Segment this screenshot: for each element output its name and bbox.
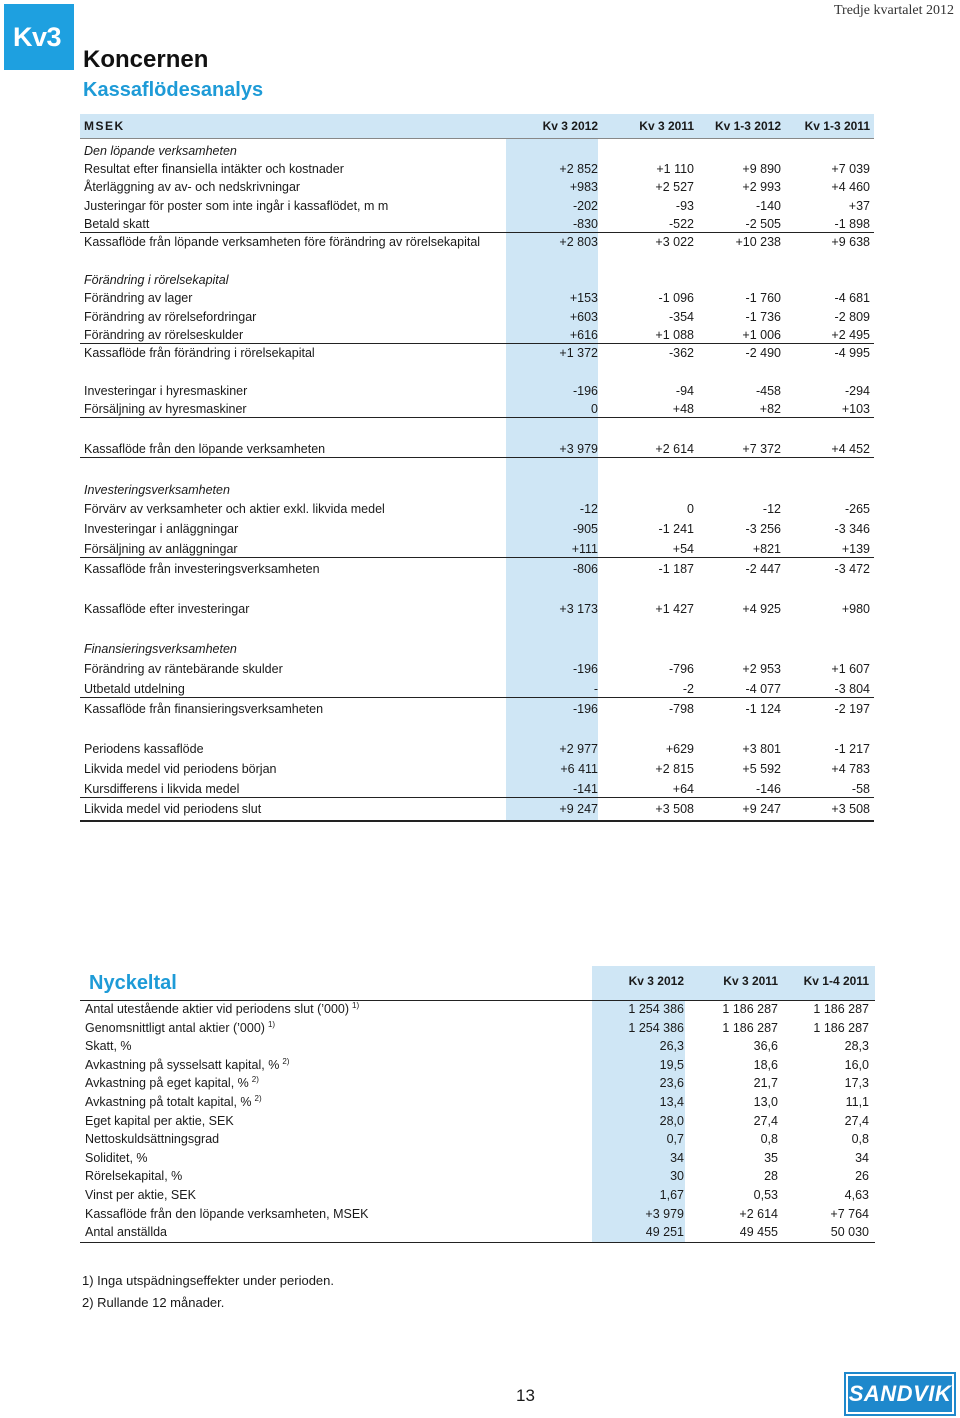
footnote-ref: 2) xyxy=(251,1075,259,1085)
table-row xyxy=(80,1186,875,1205)
table-row xyxy=(80,1037,875,1056)
row-label: Resultat efter finansiella intäkter och kostnader xyxy=(84,162,344,176)
cell-value: +7 039 xyxy=(831,162,870,176)
table-row xyxy=(80,660,874,678)
table-row xyxy=(80,382,874,400)
cell-value: -141 xyxy=(572,782,598,796)
cell-value: 21,7 xyxy=(753,1076,778,1091)
column-header: Kv 3 2012 xyxy=(628,974,684,988)
column-header: Kv 1-3 2011 xyxy=(804,119,870,133)
row-label-text: Avkastning på totalt kapital, % xyxy=(85,1095,252,1109)
cell-value: 23,6 xyxy=(659,1076,684,1091)
row-label: Återläggning av av- och nedskrivningar xyxy=(84,180,301,194)
row-label: Försäljning av anläggningar xyxy=(84,542,238,556)
row-label: Likvida medel vid periodens början xyxy=(84,762,277,776)
cell-value: +9 890 xyxy=(742,162,781,176)
table-bottom-rule xyxy=(80,820,874,822)
row-label xyxy=(85,1186,196,1205)
row-label: Förändring av rörelseskulder xyxy=(84,328,244,342)
row-label: Kassaflöde efter investeringar xyxy=(84,602,250,616)
cell-value: 27,4 xyxy=(844,1113,869,1128)
footnote-ref: 2) xyxy=(282,1056,290,1066)
row-label: Försäljning av hyresmaskiner xyxy=(84,402,247,416)
cell-value: -522 xyxy=(668,217,694,231)
row-label: Den löpande verksamheten xyxy=(84,144,237,158)
cell-value: +5 592 xyxy=(742,762,781,776)
cell-value: -1 187 xyxy=(658,562,694,576)
table-row xyxy=(80,440,874,458)
table-row xyxy=(80,400,874,418)
column-header: Kv 1-4 2011 xyxy=(803,974,869,988)
cell-value: 34 xyxy=(855,1150,869,1165)
table-row xyxy=(80,1019,875,1038)
cell-value: +7 764 xyxy=(830,1206,869,1221)
cell-value: 1 186 287 xyxy=(722,1020,778,1035)
row-label: Förändring i rörelsekapital xyxy=(84,273,229,287)
cell-value: -2 xyxy=(682,682,694,696)
cell-value: - xyxy=(593,682,598,696)
cell-value: +3 022 xyxy=(655,235,694,249)
row-label: Investeringar i hyresmaskiner xyxy=(84,384,248,398)
cell-value: -4 681 xyxy=(834,291,870,305)
column-header: Kv 1-3 2012 xyxy=(714,119,781,133)
cell-value: -806 xyxy=(572,562,598,576)
cell-value: +4 783 xyxy=(831,762,870,776)
row-label: Kassaflöde från finansieringsverksamheten xyxy=(84,702,324,716)
row-label xyxy=(85,1167,182,1186)
unit-label: MSEK xyxy=(84,119,125,133)
table-row xyxy=(80,560,874,578)
table-row xyxy=(80,1000,875,1019)
footnote-ref: 1) xyxy=(267,1019,276,1029)
cell-value: +3 173 xyxy=(559,602,598,616)
cell-value: 27,4 xyxy=(753,1113,778,1128)
cell-value: 28,3 xyxy=(844,1039,869,1054)
cell-value: 0,8 xyxy=(851,1132,869,1147)
row-label: Periodens kassaflöde xyxy=(84,742,204,756)
cell-value: +821 xyxy=(752,542,781,556)
cell-value: +9 247 xyxy=(559,802,598,816)
table-row xyxy=(80,1112,875,1131)
row-label xyxy=(85,1149,148,1168)
cell-value: -1 241 xyxy=(658,522,694,536)
cell-value: 17,3 xyxy=(844,1076,869,1091)
table-row xyxy=(80,160,874,178)
row-label: Likvida medel vid periodens slut xyxy=(84,802,262,816)
cell-value: -93 xyxy=(675,199,694,213)
footnote: 1) Inga utspädningseffekter under perioden. xyxy=(82,1273,334,1288)
cell-value: +64 xyxy=(672,782,694,796)
cell-value: -94 xyxy=(675,384,694,398)
cell-value: -458 xyxy=(755,384,781,398)
table-row xyxy=(80,800,874,818)
cell-value: -354 xyxy=(668,310,694,324)
cell-value: -265 xyxy=(844,502,870,516)
cell-value: +3 979 xyxy=(645,1206,684,1221)
cell-value: +153 xyxy=(569,291,598,305)
cell-value: -3 256 xyxy=(745,522,781,536)
row-label xyxy=(85,1056,289,1075)
table-row xyxy=(80,600,874,618)
cell-value: +54 xyxy=(672,542,694,556)
cell-value: +139 xyxy=(841,542,870,556)
row-label: Kassaflöde från den löpande verksamheten xyxy=(84,442,326,456)
cell-value: 19,5 xyxy=(659,1057,684,1072)
table-row xyxy=(80,760,874,778)
table-row xyxy=(80,1130,875,1149)
cell-value: 1 254 386 xyxy=(628,1002,684,1016)
row-label-text: Avkastning på sysselsatt kapital, % xyxy=(85,1057,280,1072)
cell-value: -362 xyxy=(668,346,694,360)
cell-value: 28 xyxy=(764,1169,778,1184)
cell-value: -140 xyxy=(755,199,781,213)
row-label: Förvärv av verksamheter och aktier exkl. likvida medel xyxy=(84,502,385,516)
quarter-badge: Kv3 xyxy=(4,4,74,70)
cell-value: +1 607 xyxy=(831,662,870,676)
table-row xyxy=(80,780,874,798)
cell-value: 0,8 xyxy=(760,1132,778,1147)
cell-value: -3 804 xyxy=(834,682,870,696)
row-label xyxy=(85,1112,234,1131)
cell-value: -2 505 xyxy=(745,217,781,231)
row-label: Investeringar i anläggningar xyxy=(84,522,239,536)
cell-value: -196 xyxy=(572,702,598,716)
cell-value: -2 809 xyxy=(834,310,870,324)
cell-value: +616 xyxy=(569,328,598,342)
cell-value: +6 411 xyxy=(560,762,598,776)
table-row xyxy=(80,326,874,344)
column-header: Kv 3 2011 xyxy=(723,974,778,988)
keyratios-title: Nyckeltal xyxy=(89,972,177,994)
cell-value: +37 xyxy=(848,199,870,213)
row-label xyxy=(85,1205,369,1224)
row-label-text: Nettoskuldsättningsgrad xyxy=(85,1132,220,1147)
section-heading-row xyxy=(80,481,874,499)
cell-value: +2 993 xyxy=(742,180,781,194)
cell-value: -2 490 xyxy=(745,346,781,360)
cell-value: 0,7 xyxy=(666,1132,684,1147)
cell-value: +2 614 xyxy=(739,1206,778,1221)
cell-value: +111 xyxy=(571,542,598,556)
cell-value: +983 xyxy=(569,180,598,194)
cell-value: +2 977 xyxy=(559,742,598,756)
cell-value: 26,3 xyxy=(659,1039,684,1054)
row-label-text: Antal anställda xyxy=(85,1225,168,1240)
table-bottom-rule xyxy=(80,1242,875,1243)
cell-value: +1 372 xyxy=(559,346,598,360)
cell-value: +2 953 xyxy=(742,662,781,676)
table-row xyxy=(80,740,874,758)
row-label: Förändring av rörelsefordringar xyxy=(84,310,257,324)
cell-value: -798 xyxy=(668,702,694,716)
cell-value: +4 925 xyxy=(742,602,781,616)
cell-value: +3 508 xyxy=(831,802,870,816)
cell-value: 28,0 xyxy=(659,1113,684,1128)
row-label-text: Avkastning på eget kapital, % xyxy=(85,1076,249,1091)
row-label: Finansieringsverksamheten xyxy=(84,642,237,656)
table-row xyxy=(80,344,874,362)
sandvik-logo: SANDVIK xyxy=(846,1374,954,1414)
cell-value: 1 254 386 xyxy=(628,1020,684,1035)
row-label: Betald skatt xyxy=(84,217,150,231)
cell-value: +2 803 xyxy=(559,235,598,249)
cell-value: +2 614 xyxy=(655,442,694,456)
cell-value: -3 346 xyxy=(834,522,870,536)
table-row xyxy=(80,1223,875,1242)
cell-value: +1 006 xyxy=(742,328,781,342)
cell-value: -4 995 xyxy=(834,346,870,360)
divider xyxy=(80,138,874,139)
cell-value: +629 xyxy=(665,742,694,756)
cell-value: -3 472 xyxy=(834,562,870,576)
page-number: 13 xyxy=(516,1386,535,1405)
row-label: Kassaflöde från förändring i rörelsekapital xyxy=(84,346,315,360)
cell-value: -905 xyxy=(572,522,598,536)
row-label-text: Soliditet, % xyxy=(85,1150,148,1165)
cell-value: 1 186 287 xyxy=(813,1020,869,1035)
table-row xyxy=(80,1056,875,1075)
row-label xyxy=(85,1093,262,1112)
cell-value: 4,63 xyxy=(844,1188,869,1202)
column-header: Kv 3 2011 xyxy=(639,119,694,133)
row-label: Kursdifferens i likvida medel xyxy=(84,782,240,796)
cell-value: 1 186 287 xyxy=(813,1002,869,1016)
cell-value: 0 xyxy=(591,402,598,416)
cell-value: +7 372 xyxy=(742,442,781,456)
cell-value: -146 xyxy=(755,782,781,796)
table-row xyxy=(80,1167,875,1186)
table-row xyxy=(80,215,874,233)
cell-value: -196 xyxy=(572,662,598,676)
cell-value: 36,6 xyxy=(753,1039,778,1054)
table-row xyxy=(80,1149,875,1168)
cell-value: +2 852 xyxy=(559,162,598,176)
cell-value: 35 xyxy=(764,1150,778,1165)
cell-value: +9 247 xyxy=(742,802,781,816)
footnote-ref: 2) xyxy=(254,1094,262,1103)
row-label: Förändring av räntebärande skulder xyxy=(84,662,283,676)
cell-value: +3 801 xyxy=(742,742,781,756)
cell-value: +603 xyxy=(569,310,598,324)
row-label: Justeringar för poster som inte ingår i kassaflödet, m m xyxy=(84,199,389,213)
cell-value: -830 xyxy=(572,217,598,231)
cell-value: -294 xyxy=(844,384,870,398)
cell-value: 49 251 xyxy=(645,1225,684,1240)
footnote: 2) Rullande 12 månader. xyxy=(82,1295,225,1310)
table-row xyxy=(80,520,874,538)
row-label xyxy=(85,1074,259,1093)
row-label-text: Rörelsekapital, % xyxy=(85,1169,183,1184)
row-label: Utbetald utdelning xyxy=(84,682,185,696)
table-row xyxy=(80,1074,875,1093)
cell-value: -1 124 xyxy=(745,702,781,716)
row-label-text: Skatt, % xyxy=(85,1039,132,1054)
row-label: Kassaflöde från löpande verksamheten före förändring av rörelsekapital xyxy=(84,235,481,249)
cell-value: -1 096 xyxy=(658,291,694,305)
cell-value: 30 xyxy=(670,1169,684,1184)
cell-value: +9 638 xyxy=(831,235,870,249)
cell-value: -1 898 xyxy=(834,217,870,231)
cell-value: +2 495 xyxy=(831,328,870,342)
table-row xyxy=(80,289,874,307)
table-row xyxy=(80,1093,875,1112)
row-label xyxy=(85,1037,132,1056)
cell-value: +980 xyxy=(841,602,870,616)
cell-value: +103 xyxy=(841,402,870,416)
cell-value: 26 xyxy=(855,1169,869,1184)
row-label xyxy=(85,1130,219,1149)
page-title: Koncernen xyxy=(83,46,209,73)
section-heading-row xyxy=(80,640,874,658)
cell-value: +10 238 xyxy=(735,235,781,249)
row-label xyxy=(85,1019,275,1038)
cell-value: +3 979 xyxy=(559,442,598,456)
cell-value: 50 030 xyxy=(830,1225,869,1240)
cell-value: -58 xyxy=(851,782,870,796)
cell-value: 49 455 xyxy=(739,1225,778,1240)
cell-value: 13,0 xyxy=(753,1095,778,1109)
table-row xyxy=(80,233,874,251)
cell-value: -1 217 xyxy=(834,742,870,756)
row-label: Förändring av lager xyxy=(84,291,193,305)
cell-value: 16,0 xyxy=(844,1057,869,1072)
row-label-text: Genomsnittligt antal aktier (’000) xyxy=(85,1020,265,1035)
table-row xyxy=(80,680,874,698)
table-row xyxy=(80,1205,875,1224)
row-label xyxy=(85,1000,359,1019)
cell-value: -1 736 xyxy=(745,310,781,324)
cell-value: 11,1 xyxy=(845,1095,869,1109)
table-row xyxy=(80,178,874,196)
cell-value: -4 077 xyxy=(745,682,781,696)
cell-value: -2 447 xyxy=(745,562,781,576)
row-label-text: Vinst per aktie, SEK xyxy=(85,1188,196,1202)
cell-value: 13,4 xyxy=(659,1095,684,1109)
cell-value: 18,6 xyxy=(753,1057,778,1072)
row-label: Kassaflöde från investeringsverksamheten xyxy=(84,562,320,576)
cell-value: +1 110 xyxy=(656,162,694,176)
section-title: Kassaflödesanalys xyxy=(83,79,264,101)
cell-value: 1 186 287 xyxy=(722,1002,778,1016)
cell-value: 34 xyxy=(670,1150,684,1165)
section-heading-row xyxy=(80,142,874,160)
section-heading-row xyxy=(80,271,874,289)
cell-value: -2 197 xyxy=(834,702,870,716)
column-header: Kv 3 2012 xyxy=(542,119,598,133)
footnote-ref: 1) xyxy=(352,1001,360,1010)
cell-value: +4 452 xyxy=(831,442,870,456)
cell-value: -202 xyxy=(572,199,598,213)
cell-value: 0,53 xyxy=(753,1188,778,1202)
cell-value: -12 xyxy=(579,502,598,516)
row-label-text: Eget kapital per aktie, SEK xyxy=(85,1113,234,1128)
table-header-row xyxy=(80,117,874,135)
cell-value: -196 xyxy=(572,384,598,398)
table-row xyxy=(80,308,874,326)
row-label-text: Kassaflöde från den löpande verksamheten, MSEK xyxy=(85,1206,369,1221)
cell-value: +4 460 xyxy=(831,180,870,194)
table-row xyxy=(80,500,874,518)
cell-value: +2 527 xyxy=(655,180,694,194)
table-row xyxy=(80,700,874,718)
cell-value: +3 508 xyxy=(655,802,694,816)
cell-value: -796 xyxy=(668,662,694,676)
cell-value: 0 xyxy=(687,502,694,516)
cell-value: +1 427 xyxy=(655,602,694,616)
cell-value: +1 088 xyxy=(655,328,694,342)
cell-value: +2 815 xyxy=(655,762,694,776)
report-period: Tredje kvartalet 2012 xyxy=(833,3,954,18)
table-row xyxy=(80,540,874,558)
cell-value: 1,67 xyxy=(659,1188,684,1202)
cell-value: -1 760 xyxy=(745,291,781,305)
cell-value: -12 xyxy=(762,502,781,516)
table-row xyxy=(80,197,874,215)
cell-value: +48 xyxy=(672,402,694,416)
row-label xyxy=(85,1223,167,1242)
row-label: Investeringsverksamheten xyxy=(84,483,230,497)
row-label-text: Antal utestående aktier vid periodens slut (’000) xyxy=(85,1002,350,1016)
cell-value: +82 xyxy=(759,402,781,416)
